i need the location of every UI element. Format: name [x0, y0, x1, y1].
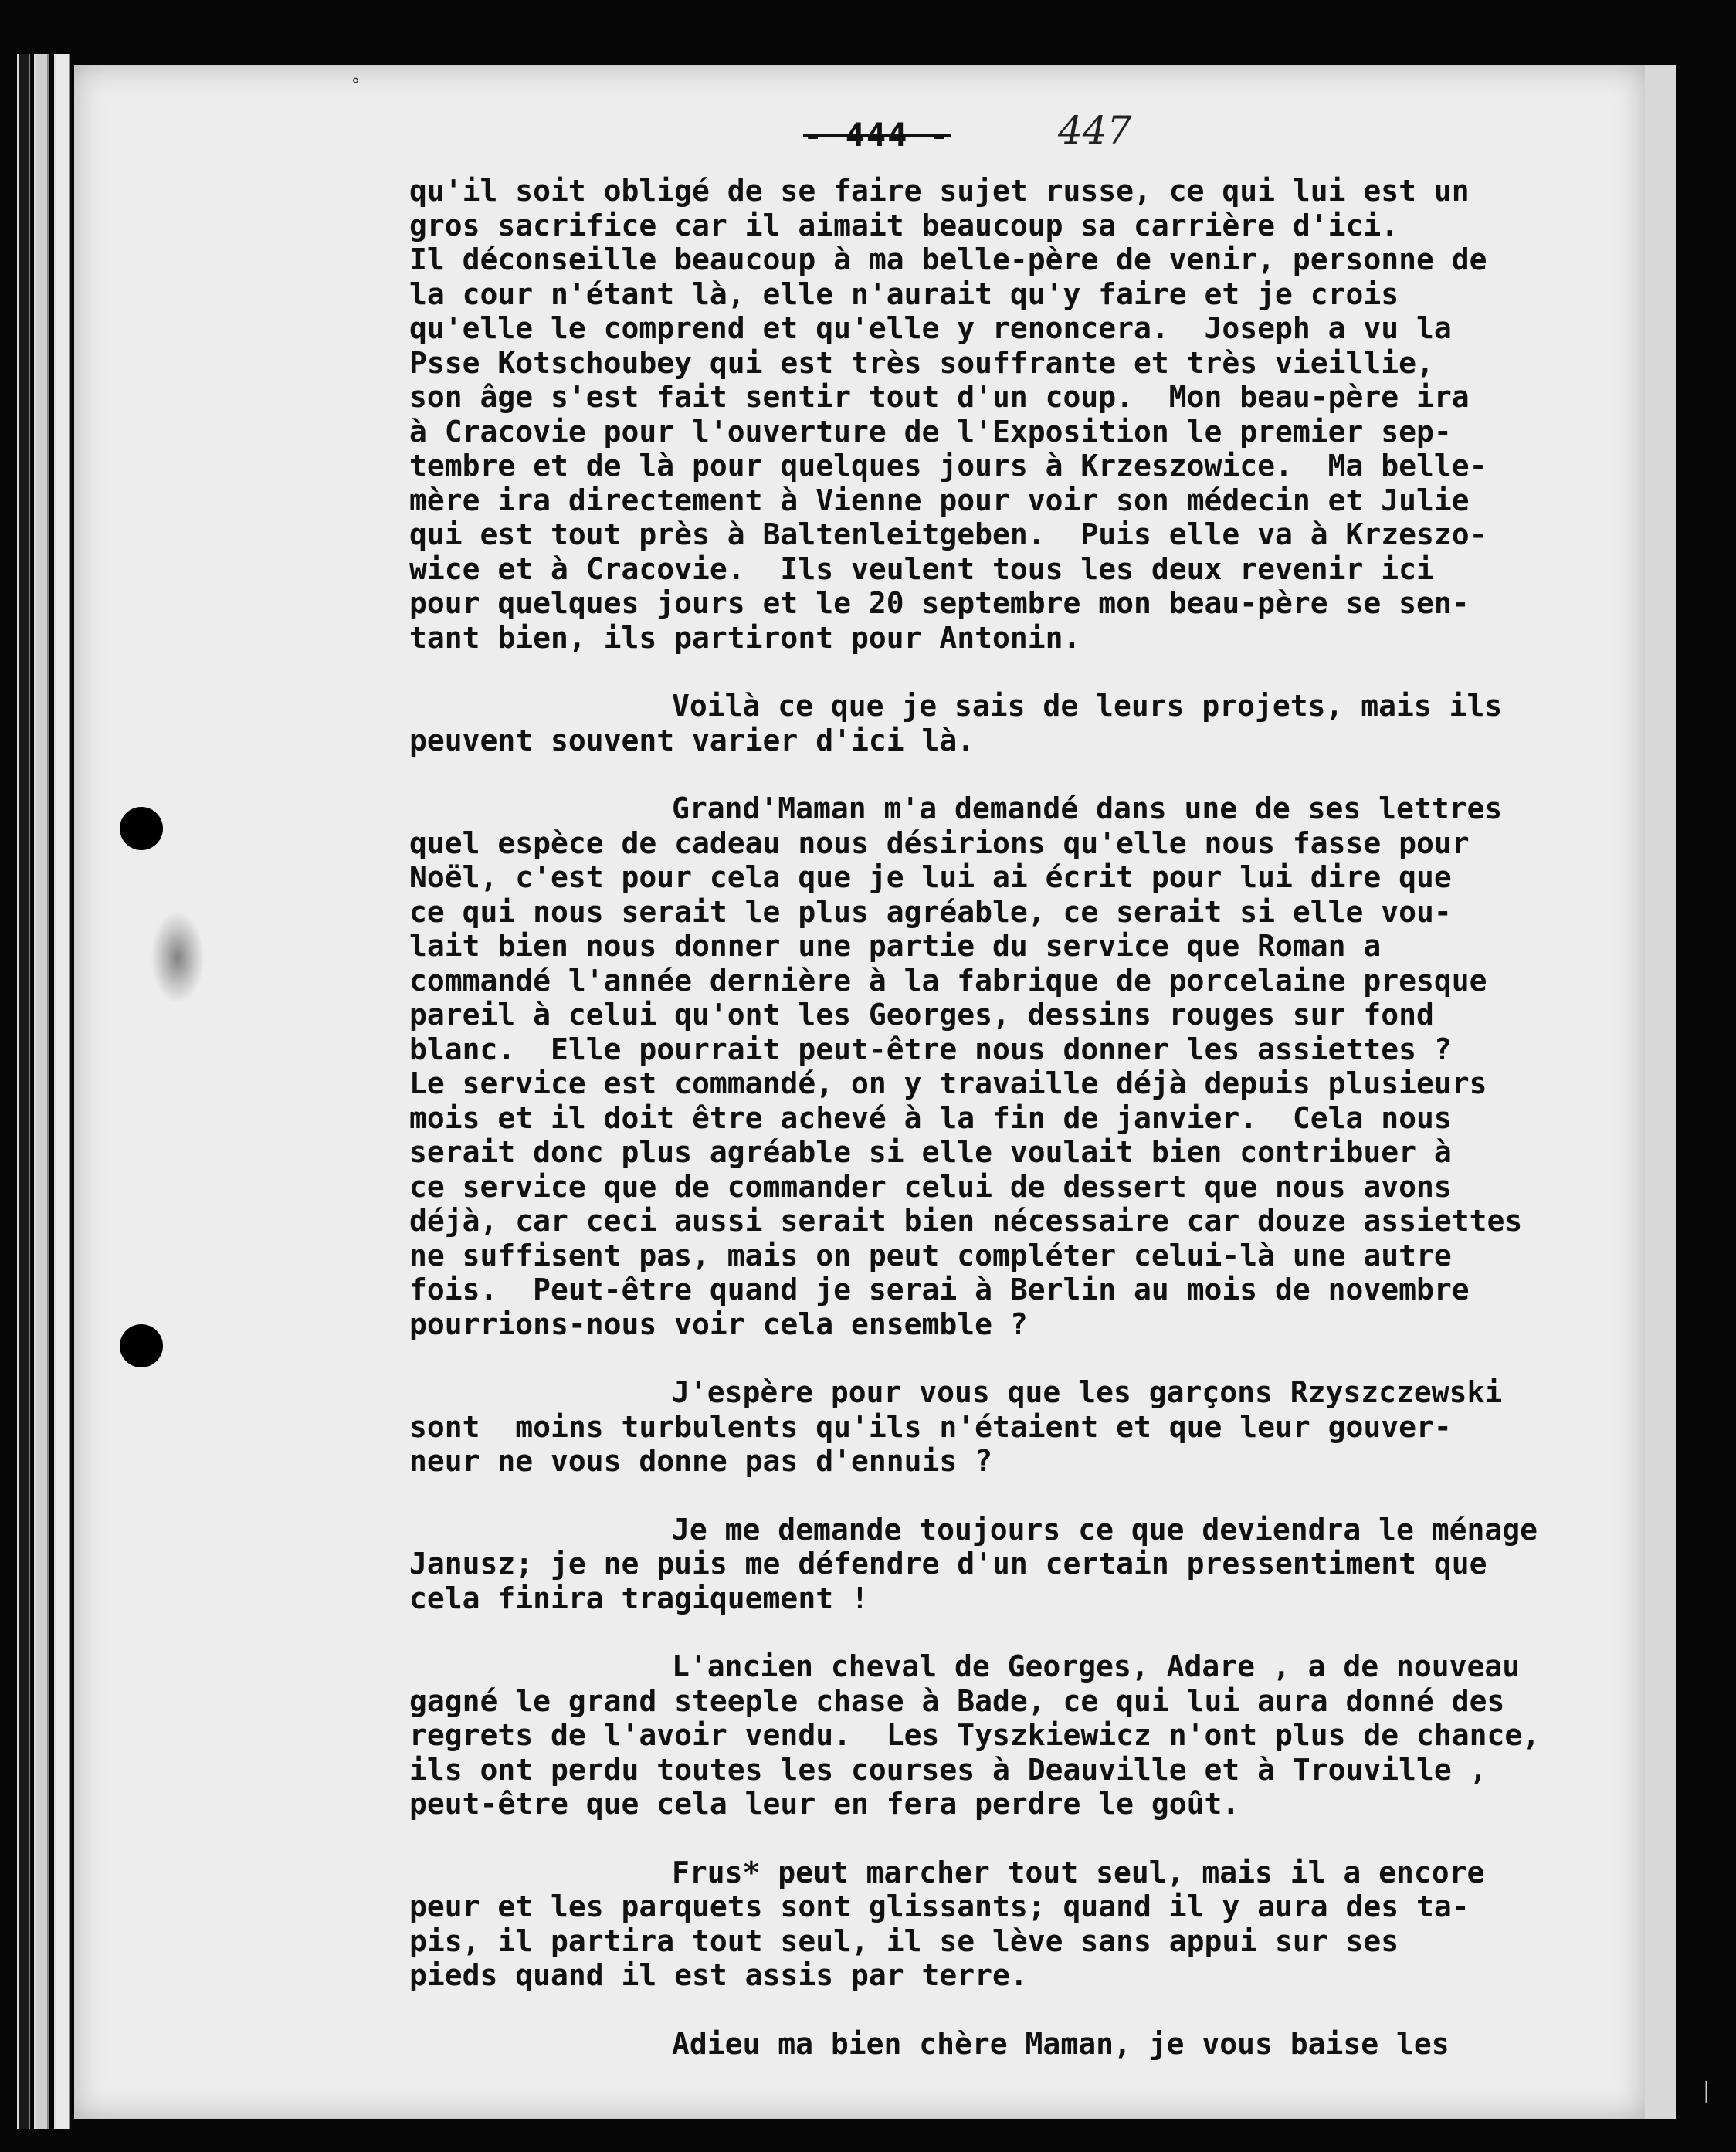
text-line-content: Adieu ma bien chère Maman, je vous baise les	[672, 2026, 1449, 2061]
text-line-content: Voilà ce que je sais de leurs projets, mais ils	[672, 689, 1503, 723]
text-line: fois. Peut-être quand je serai à Berlin au mois de novembre	[409, 1273, 1470, 1306]
text-line: pareil à celui qu'ont les Georges, dessins rouges sur fond	[409, 998, 1434, 1032]
text-line: qu'il soit obligé de se faire sujet russe, ce qui lui est un	[409, 174, 1470, 208]
text-line: pour quelques jours et le 20 septembre mon beau-père se sen-	[409, 586, 1470, 620]
text-line: neur ne vous donne pas d'ennuis ?	[409, 1444, 992, 1478]
punch-hole	[120, 807, 163, 850]
text-line: tembre et de là pour quelques jours à Krzeszowice. Ma belle-	[409, 449, 1487, 483]
punch-hole	[120, 1324, 163, 1367]
letter-body	[409, 174, 1645, 2061]
text-line: ils ont perdu toutes les courses à Deauville et à Trouville ,	[409, 1752, 1487, 1787]
text-line	[409, 689, 1645, 724]
bottom-right-mark: |	[1703, 2077, 1711, 2103]
binder-edge-2	[34, 54, 49, 2129]
text-line-content: Grand'Maman m'a demandé dans une de ses lettres	[672, 791, 1503, 825]
text-line: qui est tout près à Baltenleitgeben. Puis elle va à Krzeszo-	[409, 517, 1487, 551]
text-line-content: L'ancien cheval de Georges, Adare , a de nouveau	[672, 1649, 1521, 1683]
text-line: peut-être que cela leur en fera perdre le goût.	[409, 1787, 1240, 1821]
binder-edge-1	[17, 54, 30, 2129]
text-line: qu'elle le comprend et qu'elle y renoncera. Joseph a vu la	[409, 311, 1452, 345]
text-line: Noël, c'est pour cela que je lui ai écrit pour lui dire que	[409, 860, 1452, 894]
text-line: ce service que de commander celui de dessert que nous avons	[409, 1169, 1452, 1204]
text-line: wice et à Cracovie. Ils veulent tous les deux revenir ici	[409, 551, 1434, 586]
text-line: gagné le grand steeple chase à Bade, ce qui lui aura donné des	[409, 1683, 1505, 1718]
binder-edge-3	[54, 54, 70, 2129]
typed-page-number: - 444 -	[803, 116, 951, 154]
text-line: son âge s'est fait sentir tout d'un coup. Mon beau-père ira	[409, 380, 1470, 414]
handwritten-page-number: 447	[1058, 108, 1132, 153]
text-line: Il déconseille beaucoup à ma belle-père de venir, personne de	[409, 242, 1487, 276]
text-line	[409, 1855, 1645, 1890]
text-line: peur et les parquets sont glissants; quand il y aura des ta-	[409, 1889, 1470, 1923]
text-line: lait bien nous donner une partie du service que Roman a	[409, 929, 1382, 963]
text-line: pis, il partira tout seul, il se lève sans appui sur ses	[409, 1923, 1399, 1958]
text-line-content: Je me demande toujours ce que deviendra le ménage	[672, 1512, 1538, 1547]
top-left-mark: °	[351, 76, 360, 95]
text-line: regrets de l'avoir vendu. Les Tyszkiewicz n'ont plus de chance,	[409, 1718, 1541, 1752]
text-line: à Cracovie pour l'ouverture de l'Exposition le premier sep-	[409, 414, 1452, 449]
text-line: quel espèce de cadeau nous désirions qu'elle nous fasse pour	[409, 825, 1470, 860]
text-line	[409, 1513, 1645, 1547]
text-line: déjà, car ceci aussi serait bien nécessaire car douze assiettes	[409, 1204, 1523, 1238]
text-line	[409, 1375, 1645, 1410]
text-line: Le service est commandé, on y travaille déjà depuis plusieurs	[409, 1066, 1487, 1100]
text-line: Janusz; je ne puis me défendre d'un certain pressentiment que	[409, 1547, 1487, 1581]
text-line: peuvent souvent varier d'ici là.	[409, 723, 975, 757]
text-line-content: J'espère pour vous que les garçons Rzyszczewski	[672, 1375, 1503, 1409]
text-line: Psse Kotschoubey qui est très souffrante et très vieillie,	[409, 345, 1434, 380]
text-line	[409, 2027, 1645, 2062]
text-line	[409, 1649, 1645, 1684]
text-line-content: Frus* peut marcher tout seul, mais il a encore	[672, 1855, 1485, 1889]
text-line: tant bien, ils partiront pour Antonin.	[409, 620, 1081, 655]
text-line: serait donc plus agréable si elle voulait bien contribuer à	[409, 1135, 1452, 1169]
text-line: blanc. Elle pourrait peut-être nous donner les assiettes ?	[409, 1032, 1452, 1066]
text-line: gros sacrifice car il aimait beaucoup sa carrière d'ici.	[409, 208, 1399, 242]
text-line: pourrions-nous voir cela ensemble ?	[409, 1306, 1028, 1341]
text-line: mois et il doit être achevé à la fin de janvier. Cela nous	[409, 1100, 1452, 1135]
text-line: pieds quand il est assis par terre.	[409, 1958, 1028, 1992]
text-line: cela finira tragiquement !	[409, 1581, 869, 1615]
text-line: ne suffisent pas, mais on peut compléter celui-là une autre	[409, 1238, 1452, 1273]
text-line: mère ira directement à Vienne pour voir son médecin et Julie	[409, 483, 1470, 517]
text-line	[409, 791, 1645, 826]
text-line: ce qui nous serait le plus agréable, ce serait si elle vou-	[409, 894, 1452, 929]
text-line: commandé l'année dernière à la fabrique de porcelaine presque	[409, 963, 1487, 998]
text-line: sont moins turbulents qu'ils n'étaient et que leur gouver-	[409, 1409, 1452, 1444]
text-line: la cour n'étant là, elle n'aurait qu'y faire et je crois	[409, 276, 1399, 311]
